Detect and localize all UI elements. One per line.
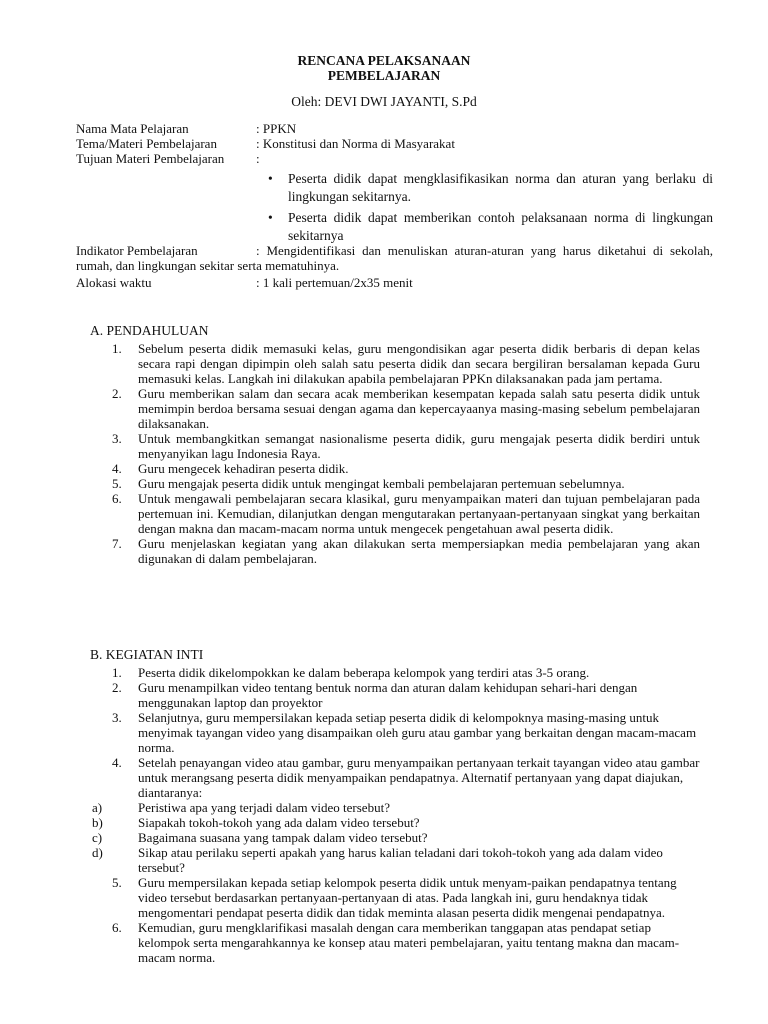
- list-item: [112, 920, 702, 965]
- objectives-list: [268, 170, 713, 248]
- item-number: 7.: [112, 536, 122, 551]
- list-item: [112, 710, 702, 755]
- list-item: [112, 665, 702, 680]
- list-item: [112, 536, 700, 566]
- list-item: [112, 476, 700, 491]
- item-number: 4.: [112, 461, 122, 476]
- list-item: [112, 755, 702, 800]
- item-letter: a): [92, 800, 103, 815]
- bullet-icon: •: [268, 210, 273, 225]
- goal-value: :: [256, 151, 260, 166]
- time-label: Alokasi waktu: [76, 275, 152, 290]
- indicator-block: [76, 243, 713, 273]
- list-item: [112, 461, 700, 476]
- item-text: Guru menampilkan video tentang bentuk norma dan aturan dalam kehidupan sehari-hari dengan menggunakan laptop dan proyektor: [138, 680, 638, 710]
- goal-label: Tujuan Materi Pembelajaran: [76, 151, 225, 166]
- item-text: Guru mengajak peserta didik untuk mengingat kembali pembelajaran pertemuan sebelumnya.: [138, 476, 625, 491]
- item-number: 6.: [112, 920, 122, 935]
- item-number: 3.: [112, 710, 122, 725]
- item-number: 1.: [112, 341, 122, 356]
- time-value: : 1 kali pertemuan/2x35 menit: [256, 275, 413, 290]
- theme-value: : Konstitusi dan Norma di Masyarakat: [256, 136, 455, 151]
- list-item: [112, 341, 700, 386]
- item-number: 1.: [112, 665, 122, 680]
- item-text: Guru memberikan salam dan secara acak memberikan kesempatan kepada salah satu peserta didik untuk memimpin berdoa bersama sesuai dengan agama dan kepercayaanya masing-masing sebelum pembelajaran dilaksanakan.: [138, 386, 700, 431]
- list-item: [112, 431, 700, 461]
- item-text: Guru mengecek kehadiran peserta didik.: [138, 461, 349, 476]
- item-text: Siapakah tokoh-tokoh yang ada dalam video tersebut?: [138, 815, 420, 830]
- item-number: 5.: [112, 476, 122, 491]
- item-text: Selanjutnya, guru mempersilakan kepada setiap peserta didik di kelompoknya masing-masing untuk menyimak tayangan video yang disampaikan oleh guru atau gambar yang berkaitan dengan macam-macam norma.: [138, 710, 697, 755]
- sub-list-item: [92, 800, 702, 815]
- document-title-line2: PEMBELAJARAN: [327, 68, 441, 83]
- item-text: Setelah penayangan video atau gambar, guru menyampaikan pertanyaan terkait tayangan video atau gambar untuk merangsang peserta didik menyampaikan pendapatnya. Alternatif pertanyaan yang dapat diajukan, diantaranya:: [138, 755, 700, 800]
- document-title-line1: RENCANA PELAKSANAAN: [297, 53, 471, 68]
- section-b-heading: B. KEGIATAN INTI: [90, 647, 204, 662]
- section-b-list: [92, 665, 702, 965]
- item-text: Untuk membangkitkan semangat nasionalisme peserta didik, guru mengajak peserta didik berdiri untuk menyanyikan lagu Indonesia Raya.: [138, 431, 700, 461]
- list-item: [112, 875, 702, 920]
- objective-item: [268, 209, 713, 245]
- section-a-heading: A. PENDAHULUAN: [90, 323, 209, 338]
- sub-list-item: [92, 815, 702, 830]
- objective-text: Peserta didik dapat memberikan contoh pelaksanaan norma di lingkungan sekitarnya: [288, 210, 713, 243]
- item-number: 4.: [112, 755, 122, 770]
- item-number: 6.: [112, 491, 122, 506]
- list-item: [112, 491, 700, 536]
- indicator-value: : Mengidentifikasi dan menuliskan aturan-aturan yang harus diketahui di sekolah, rumah, dan lingkungan sekitar serta mematuhinya.: [76, 243, 713, 273]
- item-number: 5.: [112, 875, 122, 890]
- item-text: Peristiwa apa yang terjadi dalam video tersebut?: [138, 800, 390, 815]
- item-text: Guru mempersilakan kepada setiap kelompok peserta didik untuk menyam-paikan pendapatnya tentang video tersebut berdasarkan pertanyaan-pertanyaan di atas. Pada langkah ini, guru hendaknya tidak mengomentari pendapat peserta didik dan tidak meminta alasan peserta didik mengenai pendapatnya.: [138, 875, 677, 920]
- item-text: Sikap atau perilaku seperti apakah yang harus kalian teladani dari tokoh-tokoh yang ada dalam video tersebut?: [138, 845, 663, 875]
- section-a-list: [112, 341, 700, 566]
- item-text: Untuk mengawali pembelajaran secara klasikal, guru menyampaikan materi dan tujuan pembelajaran pada pertemuan ini. Kemudian, dilanjutkan dengan mengutarakan pertanyaan-pertanyaan singkat yang berkaitan dengan makna dan macam-macam norma untuk mengecek pengetahuan awal peserta didik.: [138, 491, 700, 536]
- item-number: 2.: [112, 386, 122, 401]
- item-letter: b): [92, 815, 103, 830]
- bullet-icon: •: [268, 171, 273, 186]
- item-text: Bagaimana suasana yang tampak dalam video tersebut?: [138, 830, 428, 845]
- item-text: Peserta didik dikelompokkan ke dalam beberapa kelompok yang terdiri atas 3-5 orang.: [138, 665, 590, 680]
- item-letter: c): [92, 830, 103, 845]
- sub-list-item: [92, 830, 702, 845]
- theme-label: Tema/Materi Pembelajaran: [76, 136, 217, 151]
- item-text: Kemudian, guru mengklarifikasi masalah dengan cara memberikan tanggapan atas pendapat setiap kelompok serta mengarahkannya ke konsep atau materi pembelajaran, yaitu tentang makna dan macam-macam norma.: [138, 920, 680, 965]
- indicator-label: Indikator Pembelajaran: [76, 243, 198, 258]
- document-author: Oleh: DEVI DWI JAYANTI, S.Pd: [291, 94, 477, 109]
- item-number: 2.: [112, 680, 122, 695]
- subject-value: : PPKN: [256, 121, 297, 136]
- subject-label: Nama Mata Pelajaran: [76, 121, 189, 136]
- list-item: [112, 386, 700, 431]
- item-text: Sebelum peserta didik memasuki kelas, guru mengondisikan agar peserta didik berbaris di depan kelas secara rapi dengan dipimpin oleh salah satu peserta didik dan secara bergiliran bersalaman kepada Guru memasuki kelas. Langkah ini dilakukan apabila pembelajaran PPKn dilaksanakan pada jam pertama.: [138, 341, 700, 386]
- item-number: 3.: [112, 431, 122, 446]
- sub-list-item: [92, 845, 702, 875]
- item-letter: d): [92, 845, 103, 860]
- item-text: Guru menjelaskan kegiatan yang akan dilakukan serta mempersiapkan media pembelajaran yang akan digunakan di dalam pembelajaran.: [138, 536, 700, 566]
- objective-item: [268, 170, 713, 206]
- list-item: [112, 680, 702, 710]
- objective-text: Peserta didik dapat mengklasifikasikan norma dan aturan yang berlaku di lingkungan sekitarnya.: [288, 171, 713, 204]
